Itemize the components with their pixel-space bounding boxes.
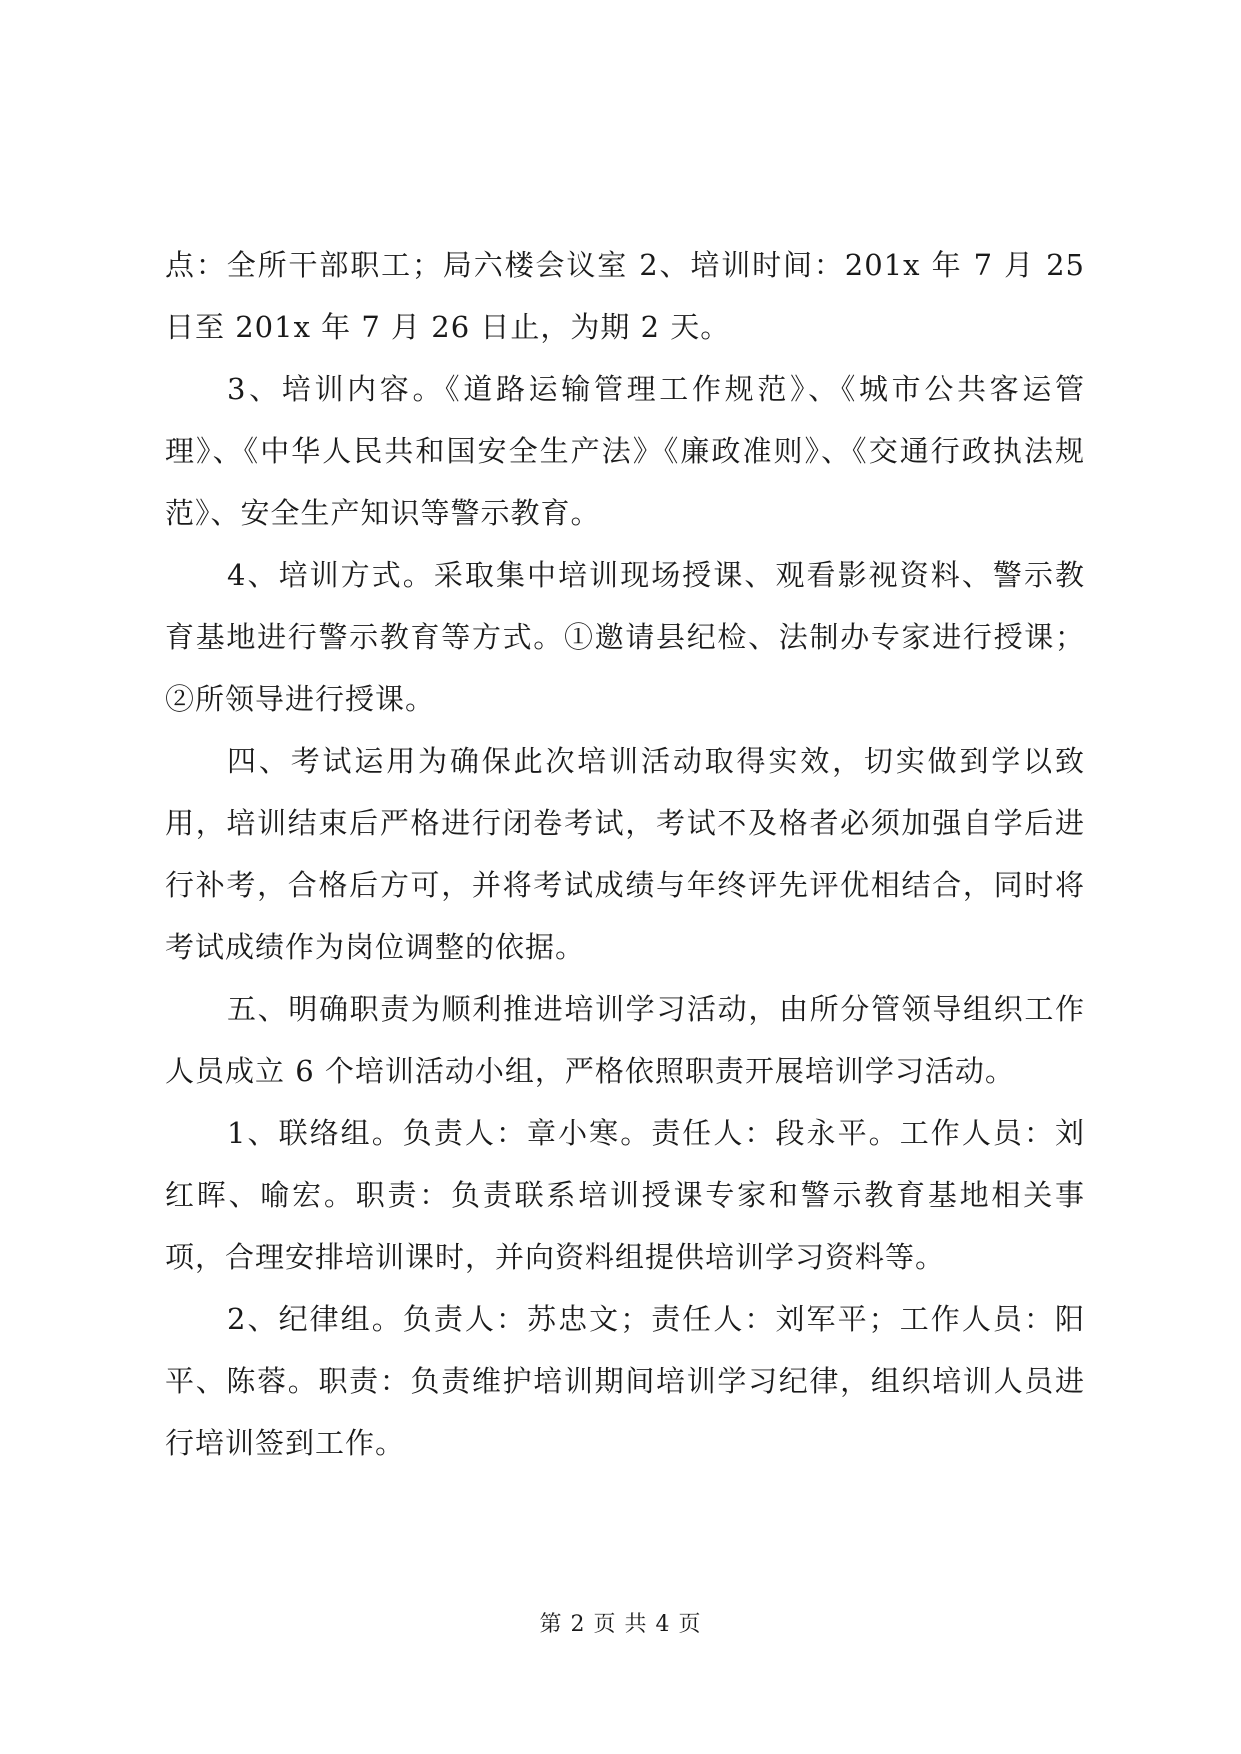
paragraph: 点：全所干部职工；局六楼会议室 2、培训时间：201x 年 7 月 25 日至 201x 年 7 月 26 日止，为期 2 天。 — [165, 248, 1085, 344]
paragraph: 2、纪律组。负责人：苏忠文；责任人：刘军平；工作人员：阳平、陈蓉。职责：负责维护培训期间培训学习纪律，组织培训人员进行培训签到工作。 — [165, 1302, 1085, 1460]
document-body — [165, 234, 1085, 1474]
paragraph: 3、培训内容。《道路运输管理工作规范》、《城市公共客运管理》、《中华人民共和国安全生产法》《廉政准则》、《交通行政执法规范》、安全生产知识等警示教育。 — [165, 372, 1085, 530]
paragraph: 1、联络组。负责人：章小寒。责任人：段永平。工作人员：刘红晖、喻宏。职责：负责联系培训授课专家和警示教育基地相关事项，合理安排培训课时，并向资料组提供培训学习资料等。 — [165, 1116, 1085, 1274]
paragraph: 五、明确职责为顺利推进培训学习活动，由所分管领导组织工作人员成立 6 个培训活动小组，严格依照职责开展培训学习活动。 — [165, 992, 1085, 1088]
paragraph: 4、培训方式。采取集中培训现场授课、观看影视资料、警示教育基地进行警示教育等方式。①邀请县纪检、法制办专家进行授课；②所领导进行授课。 — [165, 558, 1085, 716]
paragraph: 四、考试运用为确保此次培训活动取得实效，切实做到学以致用，培训结束后严格进行闭卷考试，考试不及格者必须加强自学后进行补考，合格后方可，并将考试成绩与年终评先评优相结合，同时将考试成绩作为岗位调整的依据。 — [165, 744, 1085, 964]
page-number-footer: 第 2 页 共 4 页 — [539, 1612, 702, 1637]
